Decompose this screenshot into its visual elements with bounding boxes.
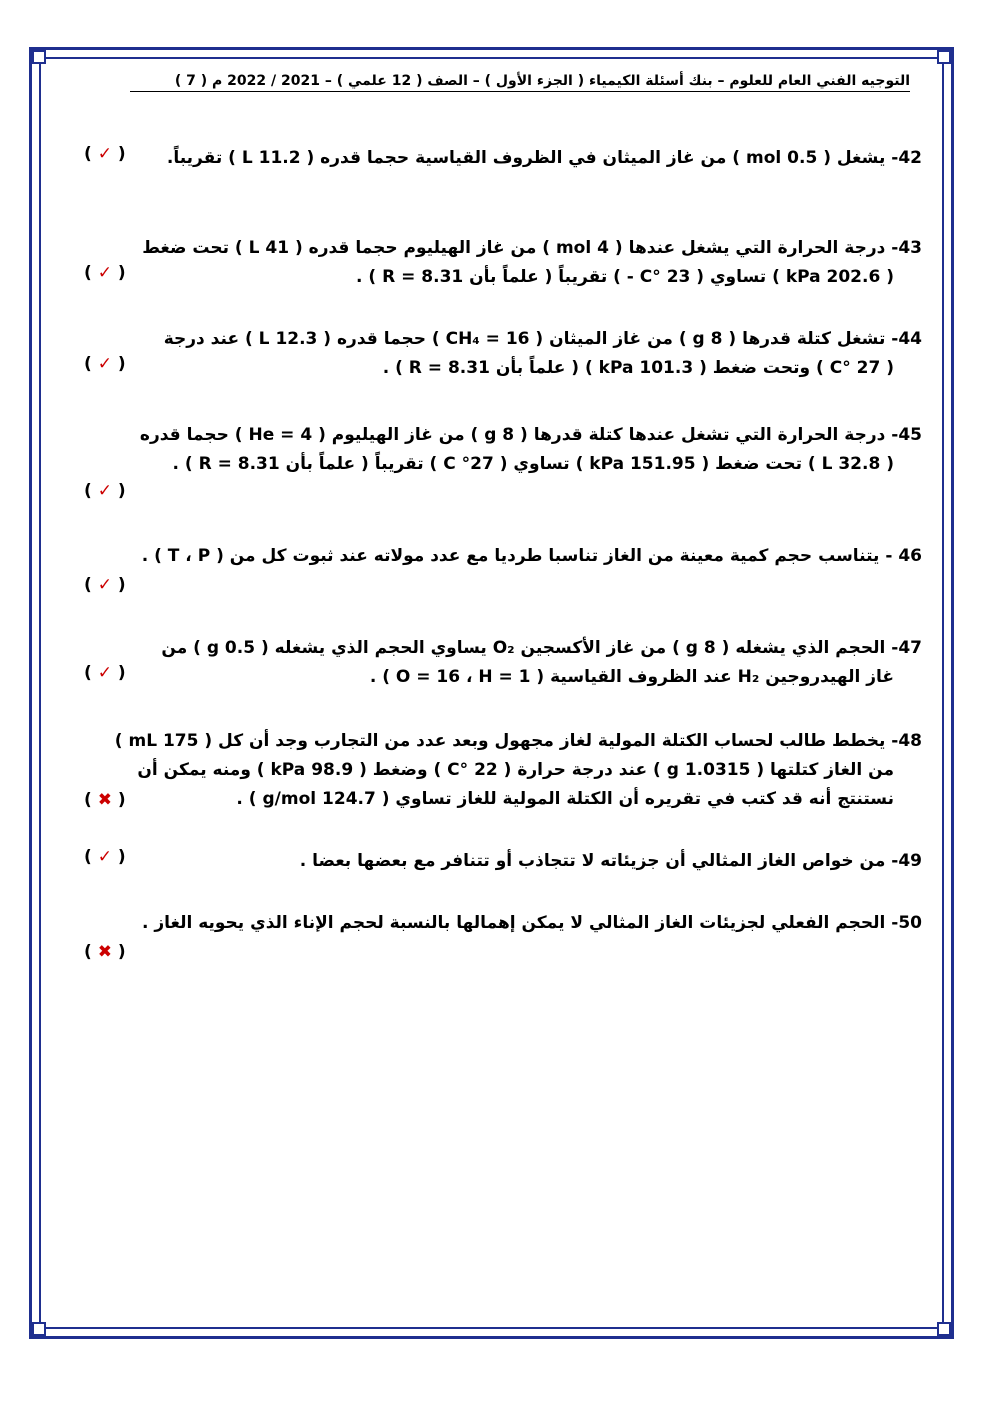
question-line: 48- يخطط طالب لحساب الكتلة المولية لغاز مجهول وبعد عدد من التجارب وجد أن كل ( 175 mL ) [114, 731, 922, 751]
question-line: نستنتج أنه قد كتب في تقريره أن الكتلة المولية للغاز تساوي ( 124.7 g/mol ) . [236, 789, 894, 809]
page-header: التوجيه الفني العام للعلوم – بنك أسئلة الكيمياء ( الجزء الأول ) – الصف ( 12 علمي ) – 2021 / 2022 م ( 7 ) [130, 73, 910, 92]
question-49 [92, 847, 922, 876]
question-46 [92, 542, 922, 571]
question-line: ( 202.6 kPa ) تساوي ( 23 °C - ) تقريباً ( علماً بأن R = 8.31 ) . [356, 267, 894, 287]
question-45 [92, 421, 922, 479]
answer-mark-47: ( ✓ ) [84, 663, 126, 683]
answer-mark-44: ( ✓ ) [84, 354, 126, 374]
question-44 [92, 325, 922, 383]
border-corner-top-left [32, 50, 46, 64]
question-line: غاز الهيدروجين H₂ عند الظروف القياسية ( O = 16 ، H = 1 ) . [369, 667, 894, 687]
border-corner-top-right [937, 50, 951, 64]
question-line: 46 - يتناسب حجم كمية معينة من الغاز تناسبا طرديا مع عدد مولاته عند ثبوت كل من ( T ، P ) . [141, 546, 922, 566]
answer-mark-45: ( ✓ ) [84, 481, 126, 501]
question-line: 45- درجة الحرارة التي تشغل عندها كتلة قدرها ( 8 g ) من غاز الهيليوم ( He = 4 ) حجما قدره [139, 425, 922, 445]
answer-mark-50: ( ✖ ) [84, 942, 126, 962]
answer-mark-49: ( ✓ ) [84, 847, 126, 867]
question-line: 49- من خواص الغاز المثالي أن جزيئاته لا تتجاذب أو تتنافر مع بعضها بعضا . [299, 851, 922, 871]
question-50 [92, 909, 922, 938]
border-corner-bottom-left [32, 1322, 46, 1336]
question-line: 43- درجة الحرارة التي يشغل عندها ( 4 mol ) من غاز الهيليوم حجما قدره ( 41 L ) تحت ضغط [142, 238, 922, 258]
question-line: ( 27 °C ) وتحت ضغط ( 101.3 kPa ) ( علماً بأن R = 8.31 ) . [382, 358, 894, 378]
answer-mark-43: ( ✓ ) [84, 263, 126, 283]
question-line: ( 32.8 L ) تحت ضغط ( 151.95 kPa ) تساوي ( 27° C ) تقريباً ( علماً بأن R = 8.31 ) . [172, 454, 894, 474]
question-line: 44- تشغل كتلة قدرها ( 8 g ) من غاز الميثان ( CH₄ = 16 ) حجما قدره ( 12.3 L ) عند درجة [163, 329, 922, 349]
question-48 [92, 727, 922, 814]
answer-mark-48: ( ✖ ) [84, 790, 126, 810]
answer-mark-42: ( ✓ ) [84, 144, 126, 164]
border-corner-bottom-right [937, 1322, 951, 1336]
question-43 [92, 234, 922, 292]
question-line: 42- يشغل ( 0.5 mol ) من غاز الميثان في الظروف القياسية حجما قدره ( 11.2 L ) تقريباً. [166, 148, 922, 168]
question-line: 47- الحجم الذي يشغله ( 8 g ) من غاز الأكسجين O₂ يساوي الحجم الذي يشغله ( 0.5 g ) من [161, 638, 922, 658]
question-line: من الغاز كتلتها ( 1.0315 g ) عند درجة حرارة ( 22 °C ) وضغط ( 98.9 kPa ) ومنه يمكن أن [137, 760, 894, 780]
question-line: 50- الحجم الفعلي لجزيئات الغاز المثالي لا يمكن إهمالها بالنسبة لحجم الإناء الذي يحويه الغاز . [141, 913, 922, 933]
question-42 [92, 144, 922, 173]
answer-mark-46: ( ✓ ) [84, 575, 126, 595]
question-47 [92, 634, 922, 692]
